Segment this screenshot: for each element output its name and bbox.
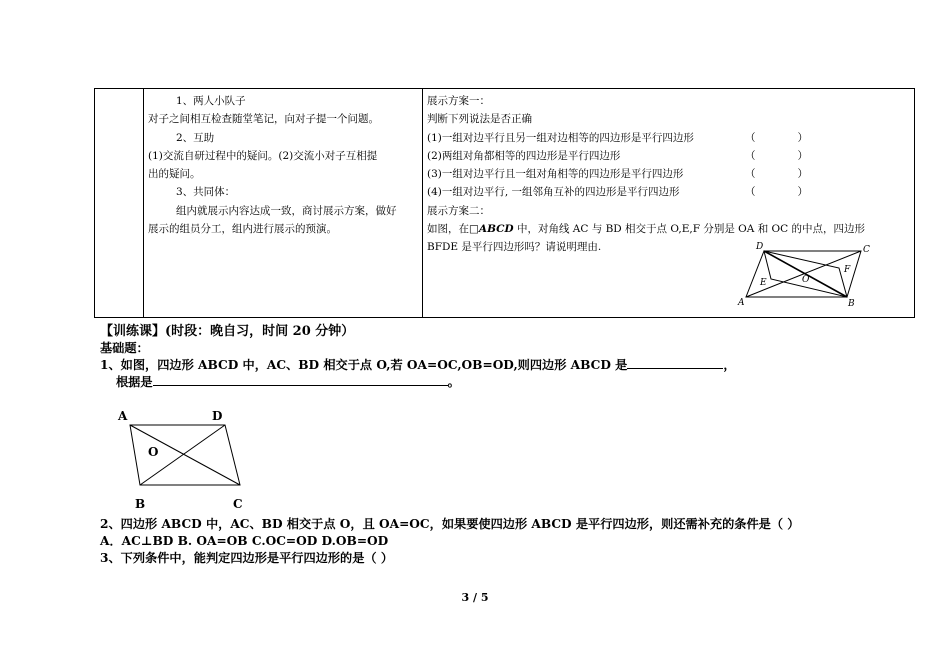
fig-label-c: C bbox=[863, 245, 870, 255]
fig-label-o: O bbox=[148, 445, 159, 459]
fig-label-b: B bbox=[848, 299, 855, 309]
fig-label-o: O bbox=[802, 275, 810, 285]
answer-paren: （ ） bbox=[745, 131, 808, 144]
mutual-help-heading: 2、互助 bbox=[176, 131, 215, 144]
table-right-cell bbox=[423, 89, 915, 318]
table-empty-cell bbox=[95, 89, 144, 318]
statement-row bbox=[427, 165, 910, 183]
answer-paren: （ ） bbox=[745, 149, 808, 162]
plan1-prompt: 判断下列说法是否正确 bbox=[427, 113, 532, 126]
fig-label-d: D bbox=[212, 409, 223, 423]
basic-label: 基础题： bbox=[100, 341, 149, 355]
statement-row bbox=[427, 147, 910, 165]
fig-label-f: F bbox=[844, 265, 851, 275]
fig-label-d: D bbox=[756, 242, 764, 252]
statement-text: (4)一组对边平行, 一组邻角互补的四边形是平行四边形 bbox=[427, 186, 680, 199]
table-left-cell bbox=[144, 89, 423, 318]
statement-row bbox=[427, 129, 910, 147]
statement-text: (2)两组对角都相等的四边形是平行四边形 bbox=[427, 149, 621, 162]
activity-table bbox=[94, 88, 915, 318]
answer-paren: （ ） bbox=[745, 168, 808, 181]
parallelogram-bfde-figure bbox=[736, 239, 876, 309]
mutual-help-text-1: (1)交流自研过程中的疑问。(2)交流小对子互相提 bbox=[148, 149, 378, 162]
fig-label-b: B bbox=[135, 497, 146, 511]
question-3: 3、下列条件中，能判定四边形是平行四边形的是（ ） bbox=[100, 551, 394, 565]
parallelogram-abcd-figure bbox=[110, 400, 260, 520]
statement-row bbox=[427, 183, 910, 201]
question-2: 2、四边形 ABCD 中，AC、BD 相交于点 O，且 OA=OC，如果要使四边形 ABCD 是平行四边形，则还需补充的条件是（ ） bbox=[100, 517, 800, 531]
fig-label-a: A bbox=[738, 298, 745, 308]
fig-label-e: E bbox=[760, 278, 767, 288]
question-1: 1、如图，四边形 ABCD 中，AC、BD 相交于点 O,若 OA=OC,OB=OD,则四边形 ABCD 是 ， bbox=[100, 358, 736, 372]
answer-blank[interactable] bbox=[627, 357, 723, 369]
training-header: 【训练课】(时段：晚自习，时间 20 分钟） bbox=[100, 324, 355, 339]
question-1-basis: 根据是 。 bbox=[116, 375, 460, 389]
fig-label-c: C bbox=[233, 497, 243, 511]
basis-blank[interactable] bbox=[153, 374, 448, 386]
plan2-problem-line2: BFDE 是平行四边形吗？请说明理由. bbox=[427, 241, 602, 254]
question-2-options: A．AC⊥BD B. OA=OB C.OC=OD D.OB=OD bbox=[100, 534, 389, 548]
community-text-1: 组内就展示内容达成一致，商讨展示方案，做好 bbox=[176, 204, 397, 217]
pair-group-text: 对子之间相互检查随堂笔记，向对子提一个问题。 bbox=[148, 113, 379, 126]
plan1-title: 展示方案一： bbox=[427, 95, 490, 107]
fig-label-a: A bbox=[118, 409, 128, 423]
mutual-help-text-2: 出的疑问。 bbox=[148, 168, 201, 181]
plan2-title: 展示方案二： bbox=[427, 204, 490, 217]
pair-group-heading: 1、两人小队子 bbox=[176, 95, 246, 107]
answer-paren: （ ） bbox=[745, 186, 808, 199]
community-text-2: 展示的组员分工，组内进行展示的预演。 bbox=[148, 223, 337, 236]
statement-text: (1)一组对边平行且另一组对边相等的四边形是平行四边形 bbox=[427, 131, 694, 144]
page-number: 3 / 5 bbox=[461, 591, 489, 604]
plan2-problem-line1: 如图，在□ABCD 中，对角线 AC 与 BD 相交于点 O,E,F 分别是 OA 和 OC 的中点，四边形 bbox=[427, 223, 866, 236]
statement-text: (3)一组对边平行且一组对角相等的四边形是平行四边形 bbox=[427, 168, 684, 181]
community-heading: 3、共同体： bbox=[176, 186, 236, 199]
